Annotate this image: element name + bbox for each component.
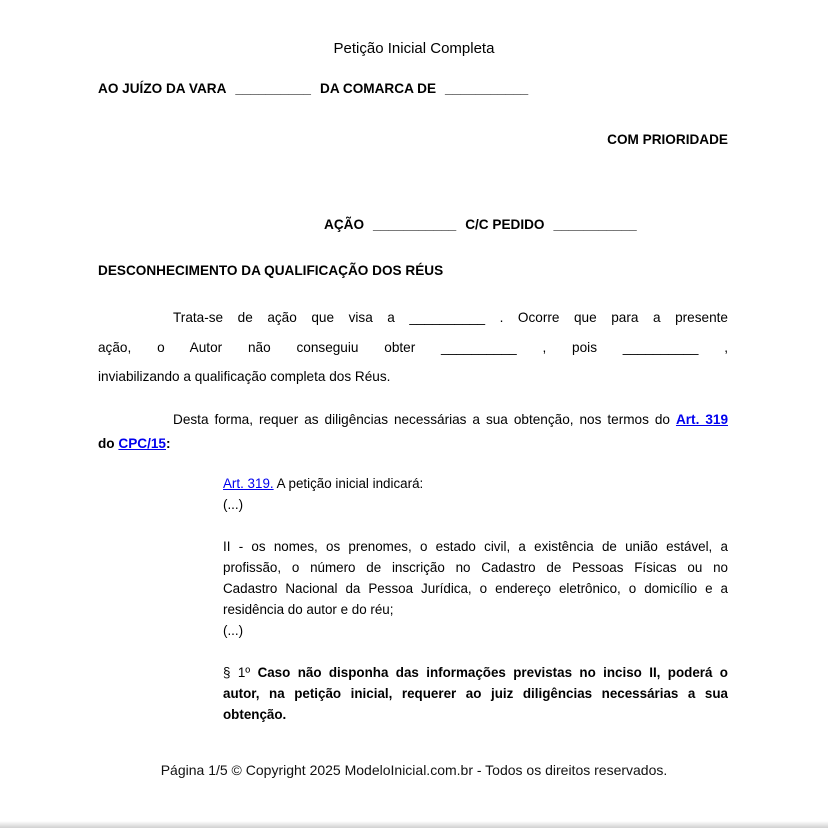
- paragraph-line: [98, 432, 728, 456]
- pedido-label: C/C PEDIDO: [465, 217, 545, 232]
- page-footer: Página 1/5 © Copyright 2025 ModeloInicial.com.br - Todos os direitos reservados.: [160, 762, 668, 778]
- request-text: do: [98, 436, 115, 451]
- paragraph-symbol: § 1º: [223, 665, 251, 680]
- art-319-link[interactable]: Art. 319: [675, 412, 729, 427]
- art-319-quote-link[interactable]: Art. 319.: [223, 476, 274, 491]
- request-paragraph: [98, 408, 728, 456]
- addressee-text: AO JUÍZO DA VARA: [98, 81, 227, 96]
- priority-label: COM PRIORIDADE: [607, 132, 728, 147]
- section-heading: DESCONHECIMENTO DA QUALIFICAÇÃO DOS RÉUS: [98, 263, 444, 278]
- action-label: AÇÃO: [324, 217, 365, 232]
- quote-line: autor, na petição inicial, requerer ao juiz diligências necessárias a sua: [223, 686, 728, 701]
- quote-caput-text: A petição inicial indicará:: [276, 476, 424, 491]
- ellipsis-text: (...): [223, 497, 244, 512]
- action-blank: ___________: [373, 217, 457, 232]
- quote-bold-text: Caso não disponha das informações previstas no inciso II, poderá o: [257, 665, 728, 680]
- quote-line: [223, 662, 728, 683]
- quote-line: residência do autor e do réu;: [223, 602, 394, 617]
- paragraph-line: [98, 408, 728, 432]
- intro-paragraph: [98, 303, 728, 392]
- law-quote-block: [223, 473, 728, 725]
- colon-text: :: [166, 436, 171, 451]
- quote-line: II - os nomes, os prenomes, o estado civil, a existência de união estável, a: [223, 539, 728, 554]
- page-bottom-shadow: [0, 821, 828, 828]
- quote-line: obtenção.: [223, 707, 287, 722]
- cpc-15-link[interactable]: CPC/15: [118, 436, 166, 451]
- pedido-blank: ___________: [553, 217, 637, 232]
- inciso-ii-block: [223, 536, 728, 620]
- paragraph-line: inviabilizando a qualificação completa dos Réus.: [98, 369, 391, 384]
- quote-caput-line: [223, 473, 728, 494]
- addressee-line: [98, 80, 528, 97]
- quote-line: Cadastro Nacional da Pessoa Jurídica, o endereço eletrônico, o domicílio e a: [223, 581, 728, 596]
- comarca-blank: ___________: [445, 81, 529, 96]
- action-title-line: [324, 216, 637, 233]
- quote-line: profissão, o número de inscrição no Cadastro de Pessoas Físicas ou no: [223, 560, 728, 575]
- paragraph-line: Trata-se de ação que visa a __________ . Ocorre que para a presente: [173, 310, 728, 325]
- request-text: Desta forma, requer as diligências necessárias a sua obtenção, nos termos do: [173, 412, 670, 427]
- paragraph-line: ação, o Autor não conseguiu obter __________ , pois __________ ,: [98, 339, 728, 355]
- ellipsis-text: (...): [223, 623, 244, 638]
- vara-blank: __________: [235, 81, 311, 96]
- page-title: Petição Inicial Completa: [333, 40, 495, 57]
- comarca-text: DA COMARCA DE: [320, 81, 437, 96]
- paragrafo-primeiro-block: [223, 662, 728, 725]
